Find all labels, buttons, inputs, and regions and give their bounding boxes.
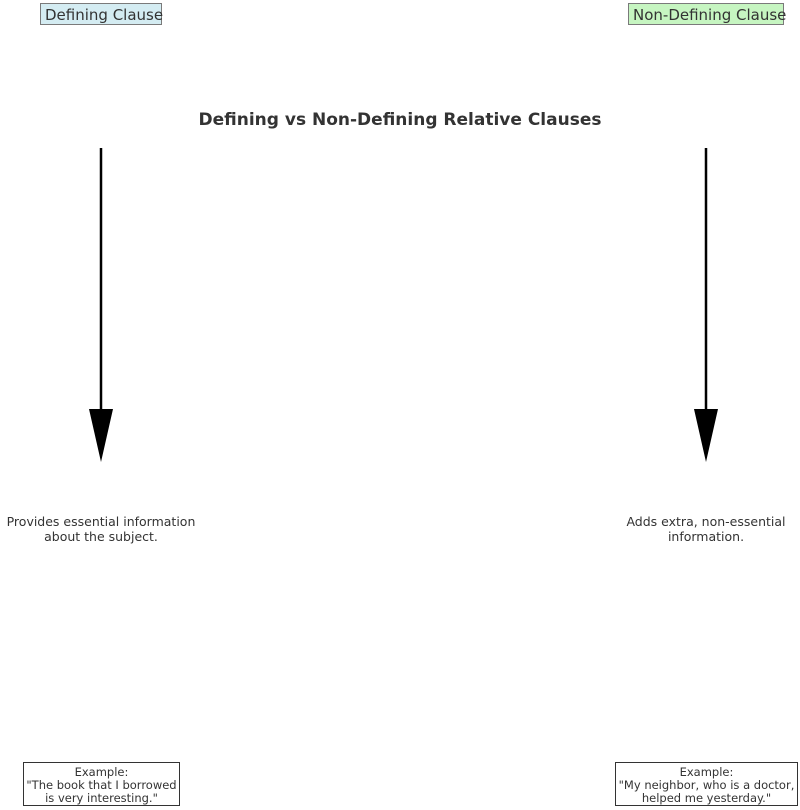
- non-defining-arrow-head: [694, 409, 718, 462]
- non-defining-description: [612, 514, 800, 544]
- non-defining-description-line1: Adds extra, non-essential: [626, 514, 786, 529]
- defining-example-line2: is very interesting.": [45, 791, 158, 805]
- defining-description-line2: about the subject.: [44, 529, 158, 544]
- defining-example-heading: Example:: [74, 765, 129, 779]
- defining-description-line1: Provides essential information: [6, 514, 196, 529]
- non-defining-example-line1: "My neighbor, who is a doctor,: [618, 778, 795, 792]
- defining-arrow-head: [89, 409, 113, 462]
- non-defining-description-line2: information.: [667, 529, 745, 544]
- defining-arrow: [89, 148, 113, 462]
- non-defining-example-line2: helped me yesterday.": [641, 791, 772, 805]
- defining-example-line1: "The book that I borrowed: [26, 778, 177, 792]
- diagram-title: Defining vs Non-Defining Relative Clauses: [198, 110, 602, 130]
- non-defining-arrow: [694, 148, 718, 462]
- defining-description: [0, 514, 202, 544]
- non-defining-example-heading: Example:: [679, 765, 734, 779]
- defining-clause-label: Defining Clause: [40, 3, 162, 25]
- defining-example-box: [23, 762, 180, 806]
- non-defining-clause-label: Non-Defining Clause: [628, 3, 784, 25]
- non-defining-example-box: [615, 762, 798, 806]
